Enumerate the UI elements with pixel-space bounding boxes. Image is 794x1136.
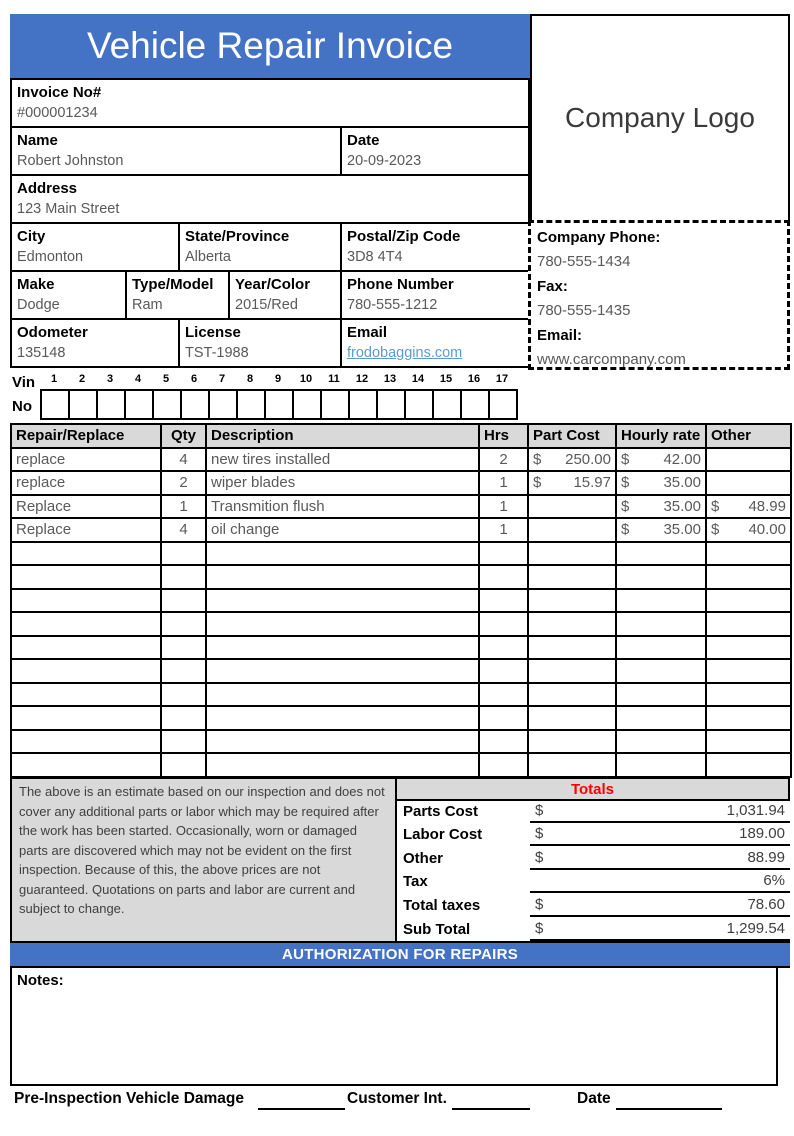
address-label: Address xyxy=(17,180,78,197)
repair-qty-cell: 1 xyxy=(161,495,206,519)
vin-number: 1 xyxy=(50,373,58,385)
make-cell xyxy=(10,270,127,320)
repair-empty-cell[interactable] xyxy=(206,542,479,566)
repair-empty-row xyxy=(11,565,791,589)
model-cell xyxy=(125,270,230,320)
invoice-no-value: #000001234 xyxy=(17,105,98,121)
repair-hrs-cell: 1 xyxy=(479,518,528,542)
repair-hrs-cell: 2 xyxy=(479,448,528,472)
header-repair-replace: Repair/Replace xyxy=(11,424,161,448)
repair-empty-cell[interactable] xyxy=(206,730,479,754)
vin-box[interactable] xyxy=(208,389,238,420)
repair-empty-row xyxy=(11,636,791,660)
notes-area[interactable] xyxy=(10,966,778,1086)
vin-box[interactable] xyxy=(488,389,518,420)
repair-empty-cell[interactable] xyxy=(479,565,528,589)
repair-empty-cell[interactable] xyxy=(706,565,791,589)
vin-number: 3 xyxy=(106,373,114,385)
repair-empty-cell[interactable] xyxy=(706,589,791,613)
amount: 1,299.54 xyxy=(726,919,785,937)
repair-description-cell: wiper blades xyxy=(206,471,479,495)
repair-empty-row xyxy=(11,612,791,636)
currency-symbol: $ xyxy=(535,919,544,937)
vin-label-line1: Vin xyxy=(12,374,36,391)
address-value: 123 Main Street xyxy=(17,201,120,217)
postal-label: Postal/Zip Code xyxy=(347,228,461,245)
make-value: Dodge xyxy=(17,297,60,313)
repair-empty-cell[interactable] xyxy=(528,683,616,707)
vin-box[interactable] xyxy=(292,389,322,420)
header-hrs: Hrs xyxy=(479,424,528,448)
phone-value: 780-555-1212 xyxy=(347,297,438,313)
page-title: Vehicle Repair Invoice xyxy=(10,14,530,80)
repair-empty-cell[interactable] xyxy=(161,636,206,660)
repair-action-cell: replace xyxy=(11,471,161,495)
vin-number: 9 xyxy=(274,373,282,385)
vin-box[interactable] xyxy=(376,389,406,420)
model-value: Ram xyxy=(132,297,163,313)
repair-row xyxy=(11,471,791,495)
repair-empty-cell[interactable] xyxy=(161,612,206,636)
model-label: Type/Model xyxy=(132,276,214,293)
repair-hourly-rate-cell xyxy=(616,495,706,519)
totals-row-amount xyxy=(530,918,790,941)
repair-empty-cell[interactable] xyxy=(11,612,161,636)
totals-row-amount xyxy=(530,847,790,870)
vin-number: 2 xyxy=(78,373,86,385)
city-cell xyxy=(10,222,180,272)
repair-empty-cell[interactable] xyxy=(528,636,616,660)
vin-number: 14 xyxy=(411,373,425,385)
repair-empty-cell[interactable] xyxy=(161,565,206,589)
repair-hrs-cell: 1 xyxy=(479,471,528,495)
repair-empty-cell[interactable] xyxy=(706,542,791,566)
repair-action-cell: replace xyxy=(11,448,161,472)
repair-description-cell: new tires installed xyxy=(206,448,479,472)
totals-row xyxy=(397,846,790,870)
currency-symbol: $ xyxy=(621,450,630,468)
repair-other-cell xyxy=(706,518,791,542)
repair-empty-cell[interactable] xyxy=(479,636,528,660)
repair-hourly-rate-cell xyxy=(616,448,706,472)
vin-number: 17 xyxy=(495,373,509,385)
repair-other-cell xyxy=(706,495,791,519)
vin-number: 6 xyxy=(190,373,198,385)
company-email-label: Email: xyxy=(537,327,583,344)
license-value: TST-1988 xyxy=(185,345,249,361)
license-cell xyxy=(178,318,342,368)
currency-symbol: $ xyxy=(535,895,544,913)
repair-empty-cell[interactable] xyxy=(528,542,616,566)
repair-empty-cell[interactable] xyxy=(11,636,161,660)
repair-qty-cell: 4 xyxy=(161,448,206,472)
repair-empty-cell[interactable] xyxy=(706,636,791,660)
totals-row xyxy=(397,893,790,917)
repair-empty-cell[interactable] xyxy=(206,659,479,683)
repair-row xyxy=(11,518,791,542)
repair-empty-cell[interactable] xyxy=(706,730,791,754)
amount: 1,031.94 xyxy=(726,801,785,819)
repair-table xyxy=(10,423,792,778)
vin-box[interactable] xyxy=(432,389,462,420)
city-label: City xyxy=(17,228,46,245)
currency-symbol: $ xyxy=(535,848,544,866)
repair-empty-cell[interactable] xyxy=(479,542,528,566)
vin-number: 16 xyxy=(467,373,481,385)
repair-table-header-row xyxy=(11,424,791,448)
postal-value: 3D8 4T4 xyxy=(347,249,403,265)
phone-cell xyxy=(340,270,530,320)
city-value: Edmonton xyxy=(17,249,84,265)
amount: 35.00 xyxy=(663,521,701,539)
vin-box[interactable] xyxy=(152,389,182,420)
repair-empty-cell[interactable] xyxy=(206,753,479,777)
repair-empty-cell[interactable] xyxy=(11,706,161,730)
repair-empty-row xyxy=(11,683,791,707)
state-cell xyxy=(178,222,342,272)
totals-row-amount xyxy=(530,870,790,893)
pre-inspection-label: Pre-Inspection Vehicle Damage xyxy=(14,1090,245,1107)
repair-empty-cell[interactable] xyxy=(616,683,706,707)
currency-symbol: $ xyxy=(535,801,544,819)
repair-empty-cell[interactable] xyxy=(161,683,206,707)
repair-qty-cell: 2 xyxy=(161,471,206,495)
repair-empty-cell[interactable] xyxy=(706,659,791,683)
amount: 6% xyxy=(763,872,785,890)
vin-number: 4 xyxy=(134,373,142,385)
repair-part-cost-cell xyxy=(528,448,616,472)
currency-symbol: $ xyxy=(711,497,720,515)
name-label: Name xyxy=(17,132,58,149)
amount: 40.00 xyxy=(748,521,786,539)
repair-empty-cell[interactable] xyxy=(616,636,706,660)
company-logo xyxy=(530,14,790,222)
currency-symbol: $ xyxy=(711,521,720,539)
repair-empty-cell[interactable] xyxy=(706,706,791,730)
state-label: State/Province xyxy=(185,228,290,245)
phone-label: Phone Number xyxy=(347,276,454,293)
vin-numbers-row xyxy=(40,369,516,389)
repair-empty-cell[interactable] xyxy=(528,753,616,777)
repair-empty-cell[interactable] xyxy=(206,612,479,636)
currency-symbol: $ xyxy=(535,825,544,843)
totals-row-amount xyxy=(530,823,790,846)
repair-empty-cell[interactable] xyxy=(161,589,206,613)
repair-empty-cell[interactable] xyxy=(161,730,206,754)
date-value: 20-09-2023 xyxy=(347,153,422,169)
repair-empty-cell[interactable] xyxy=(706,683,791,707)
company-logo-text: Company Logo xyxy=(565,102,755,133)
header-description: Description xyxy=(206,424,479,448)
vin-box[interactable] xyxy=(460,389,490,420)
vin-number: 15 xyxy=(439,373,453,385)
company-contact-box xyxy=(528,220,790,370)
totals-row-label: Tax xyxy=(403,873,428,891)
currency-symbol: $ xyxy=(533,474,542,492)
repair-empty-cell[interactable] xyxy=(528,730,616,754)
vin-box[interactable] xyxy=(264,389,294,420)
license-label: License xyxy=(185,324,241,341)
repair-action-cell: Replace xyxy=(11,518,161,542)
authorization-bar: AUTHORIZATION FOR REPAIRS xyxy=(10,941,790,968)
vin-box[interactable] xyxy=(236,389,266,420)
repair-empty-cell[interactable] xyxy=(706,612,791,636)
repair-empty-cell[interactable] xyxy=(616,589,706,613)
repair-empty-row xyxy=(11,706,791,730)
vin-box[interactable] xyxy=(180,389,210,420)
repair-empty-cell[interactable] xyxy=(479,683,528,707)
repair-empty-cell[interactable] xyxy=(616,565,706,589)
year-color-label: Year/Color xyxy=(235,276,311,293)
totals-section xyxy=(395,799,790,941)
vin-number: 10 xyxy=(299,373,313,385)
repair-empty-cell[interactable] xyxy=(706,753,791,777)
amount: 189.00 xyxy=(739,825,785,843)
amount: 42.00 xyxy=(663,450,701,468)
state-value: Alberta xyxy=(185,249,231,265)
repair-empty-cell[interactable] xyxy=(161,753,206,777)
header-other: Other xyxy=(706,424,791,448)
odometer-value: 135148 xyxy=(17,345,66,361)
odometer-label: Odometer xyxy=(17,324,88,341)
email-link[interactable]: frodobaggins.com xyxy=(347,345,463,361)
repair-empty-cell[interactable] xyxy=(206,636,479,660)
repair-empty-cell[interactable] xyxy=(11,659,161,683)
repair-empty-row xyxy=(11,659,791,683)
vin-box[interactable] xyxy=(40,389,70,420)
vin-box[interactable] xyxy=(68,389,98,420)
odometer-cell xyxy=(10,318,180,368)
header-hourly-rate: Hourly rate xyxy=(616,424,706,448)
repair-row xyxy=(11,448,791,472)
repair-empty-cell[interactable] xyxy=(11,565,161,589)
company-email-value: www.carcompany.com xyxy=(537,351,686,368)
totals-row xyxy=(397,917,790,941)
repair-hourly-rate-cell xyxy=(616,471,706,495)
repair-empty-cell[interactable] xyxy=(11,683,161,707)
company-fax-label: Fax: xyxy=(537,278,568,295)
totals-row-amount xyxy=(530,800,790,823)
repair-empty-cell[interactable] xyxy=(616,612,706,636)
amount: 88.99 xyxy=(747,848,785,866)
vin-number: 13 xyxy=(383,373,397,385)
amount: 35.00 xyxy=(663,497,701,515)
totals-row xyxy=(397,870,790,894)
header-qty: Qty xyxy=(161,424,206,448)
vin-number: 5 xyxy=(162,373,170,385)
totals-row xyxy=(397,799,790,823)
totals-row-label: Total taxes xyxy=(403,896,481,914)
make-label: Make xyxy=(17,276,55,293)
vin-box[interactable] xyxy=(320,389,350,420)
repair-empty-cell[interactable] xyxy=(11,542,161,566)
vin-label xyxy=(12,371,35,419)
repair-part-cost-cell xyxy=(528,518,616,542)
year-color-cell xyxy=(228,270,342,320)
totals-header: Totals xyxy=(395,777,790,801)
repair-row xyxy=(11,495,791,519)
repair-description-cell: oil change xyxy=(206,518,479,542)
repair-empty-cell[interactable] xyxy=(616,753,706,777)
year-color-value: 2015/Red xyxy=(235,297,298,313)
amount: 35.00 xyxy=(663,474,701,492)
repair-empty-cell[interactable] xyxy=(616,542,706,566)
signature-date-label: Date xyxy=(577,1090,611,1107)
vin-number: 8 xyxy=(246,373,254,385)
repair-empty-cell[interactable] xyxy=(616,706,706,730)
notes-label: Notes: xyxy=(17,972,64,989)
vin-number: 11 xyxy=(328,373,340,385)
company-fax-value: 780-555-1435 xyxy=(537,302,631,319)
totals-row xyxy=(397,823,790,847)
repair-part-cost-cell xyxy=(528,471,616,495)
repair-empty-cell[interactable] xyxy=(528,659,616,683)
invoice-no-cell xyxy=(10,78,530,128)
repair-empty-cell[interactable] xyxy=(528,706,616,730)
repair-description-cell: Transmition flush xyxy=(206,495,479,519)
repair-empty-cell[interactable] xyxy=(206,706,479,730)
email-cell xyxy=(340,318,530,368)
totals-row-amount xyxy=(530,894,790,917)
currency-symbol: $ xyxy=(621,521,630,539)
repair-empty-cell[interactable] xyxy=(616,730,706,754)
repair-empty-row xyxy=(11,542,791,566)
date-signature-line[interactable] xyxy=(616,1091,722,1110)
repair-empty-cell[interactable] xyxy=(206,565,479,589)
amount: 78.60 xyxy=(747,895,785,913)
disclaimer-text: The above is an estimate based on our inspection and does not cover any additional parts or labor which may be required after the work has been started. Occasionally, worn or damaged parts are discovered which may not be evident on the first inspection. Because of this, the above prices are not guaranteed. Quotations on parts and labor are current and subject to change. xyxy=(10,777,397,943)
amount: 15.97 xyxy=(573,474,611,492)
repair-empty-cell[interactable] xyxy=(161,542,206,566)
repair-empty-cell[interactable] xyxy=(206,683,479,707)
currency-symbol: $ xyxy=(621,497,630,515)
customer-init-label: Customer Int. xyxy=(347,1090,447,1107)
customer-init-signature-line[interactable] xyxy=(452,1091,530,1110)
repair-empty-cell[interactable] xyxy=(11,589,161,613)
vin-number: 12 xyxy=(355,373,369,385)
repair-empty-cell[interactable] xyxy=(479,706,528,730)
repair-empty-cell[interactable] xyxy=(479,589,528,613)
repair-other-cell xyxy=(706,471,791,495)
header-part-cost: Part Cost xyxy=(528,424,616,448)
address-cell xyxy=(10,174,530,224)
repair-empty-row xyxy=(11,589,791,613)
totals-row-label: Parts Cost xyxy=(403,802,479,820)
repair-empty-row xyxy=(11,753,791,777)
repair-qty-cell: 4 xyxy=(161,518,206,542)
date-label: Date xyxy=(347,132,380,149)
repair-empty-row xyxy=(11,730,791,754)
repair-empty-cell[interactable] xyxy=(479,612,528,636)
repair-other-cell xyxy=(706,448,791,472)
repair-action-cell: Replace xyxy=(11,495,161,519)
vin-box[interactable] xyxy=(348,389,378,420)
company-phone-label: Company Phone: xyxy=(537,229,661,246)
amount: 48.99 xyxy=(748,497,786,515)
repair-hrs-cell: 1 xyxy=(479,495,528,519)
repair-empty-cell[interactable] xyxy=(479,753,528,777)
vin-boxes-row xyxy=(40,389,518,420)
repair-empty-cell[interactable] xyxy=(161,659,206,683)
totals-row-label: Sub Total xyxy=(403,920,471,938)
pre-inspection-signature-line[interactable] xyxy=(258,1091,345,1110)
repair-table-body xyxy=(11,448,791,777)
repair-empty-cell[interactable] xyxy=(161,706,206,730)
invoice-no-label: Invoice No# xyxy=(17,84,102,101)
name-value: Robert Johnston xyxy=(17,153,124,169)
vin-number: 7 xyxy=(218,373,226,385)
repair-hourly-rate-cell xyxy=(616,518,706,542)
company-phone-value: 780-555-1434 xyxy=(537,253,631,270)
name-cell xyxy=(10,126,342,176)
currency-symbol: $ xyxy=(533,450,542,468)
postal-cell xyxy=(340,222,530,272)
repair-empty-cell[interactable] xyxy=(616,659,706,683)
repair-empty-cell[interactable] xyxy=(528,612,616,636)
date-cell xyxy=(340,126,530,176)
totals-row-label: Other xyxy=(403,849,444,867)
amount: 250.00 xyxy=(565,450,611,468)
repair-empty-cell[interactable] xyxy=(11,753,161,777)
repair-empty-cell[interactable] xyxy=(11,730,161,754)
vin-label-line2: No xyxy=(12,398,32,415)
totals-row-label: Labor Cost xyxy=(403,826,483,844)
currency-symbol: $ xyxy=(621,474,630,492)
repair-empty-cell[interactable] xyxy=(479,659,528,683)
vin-box[interactable] xyxy=(96,389,126,420)
repair-empty-cell[interactable] xyxy=(528,565,616,589)
vin-box[interactable] xyxy=(124,389,154,420)
vin-box[interactable] xyxy=(404,389,434,420)
repair-empty-cell[interactable] xyxy=(479,730,528,754)
email-label: Email xyxy=(347,324,388,341)
repair-empty-cell[interactable] xyxy=(528,589,616,613)
repair-part-cost-cell xyxy=(528,495,616,519)
repair-empty-cell[interactable] xyxy=(206,589,479,613)
